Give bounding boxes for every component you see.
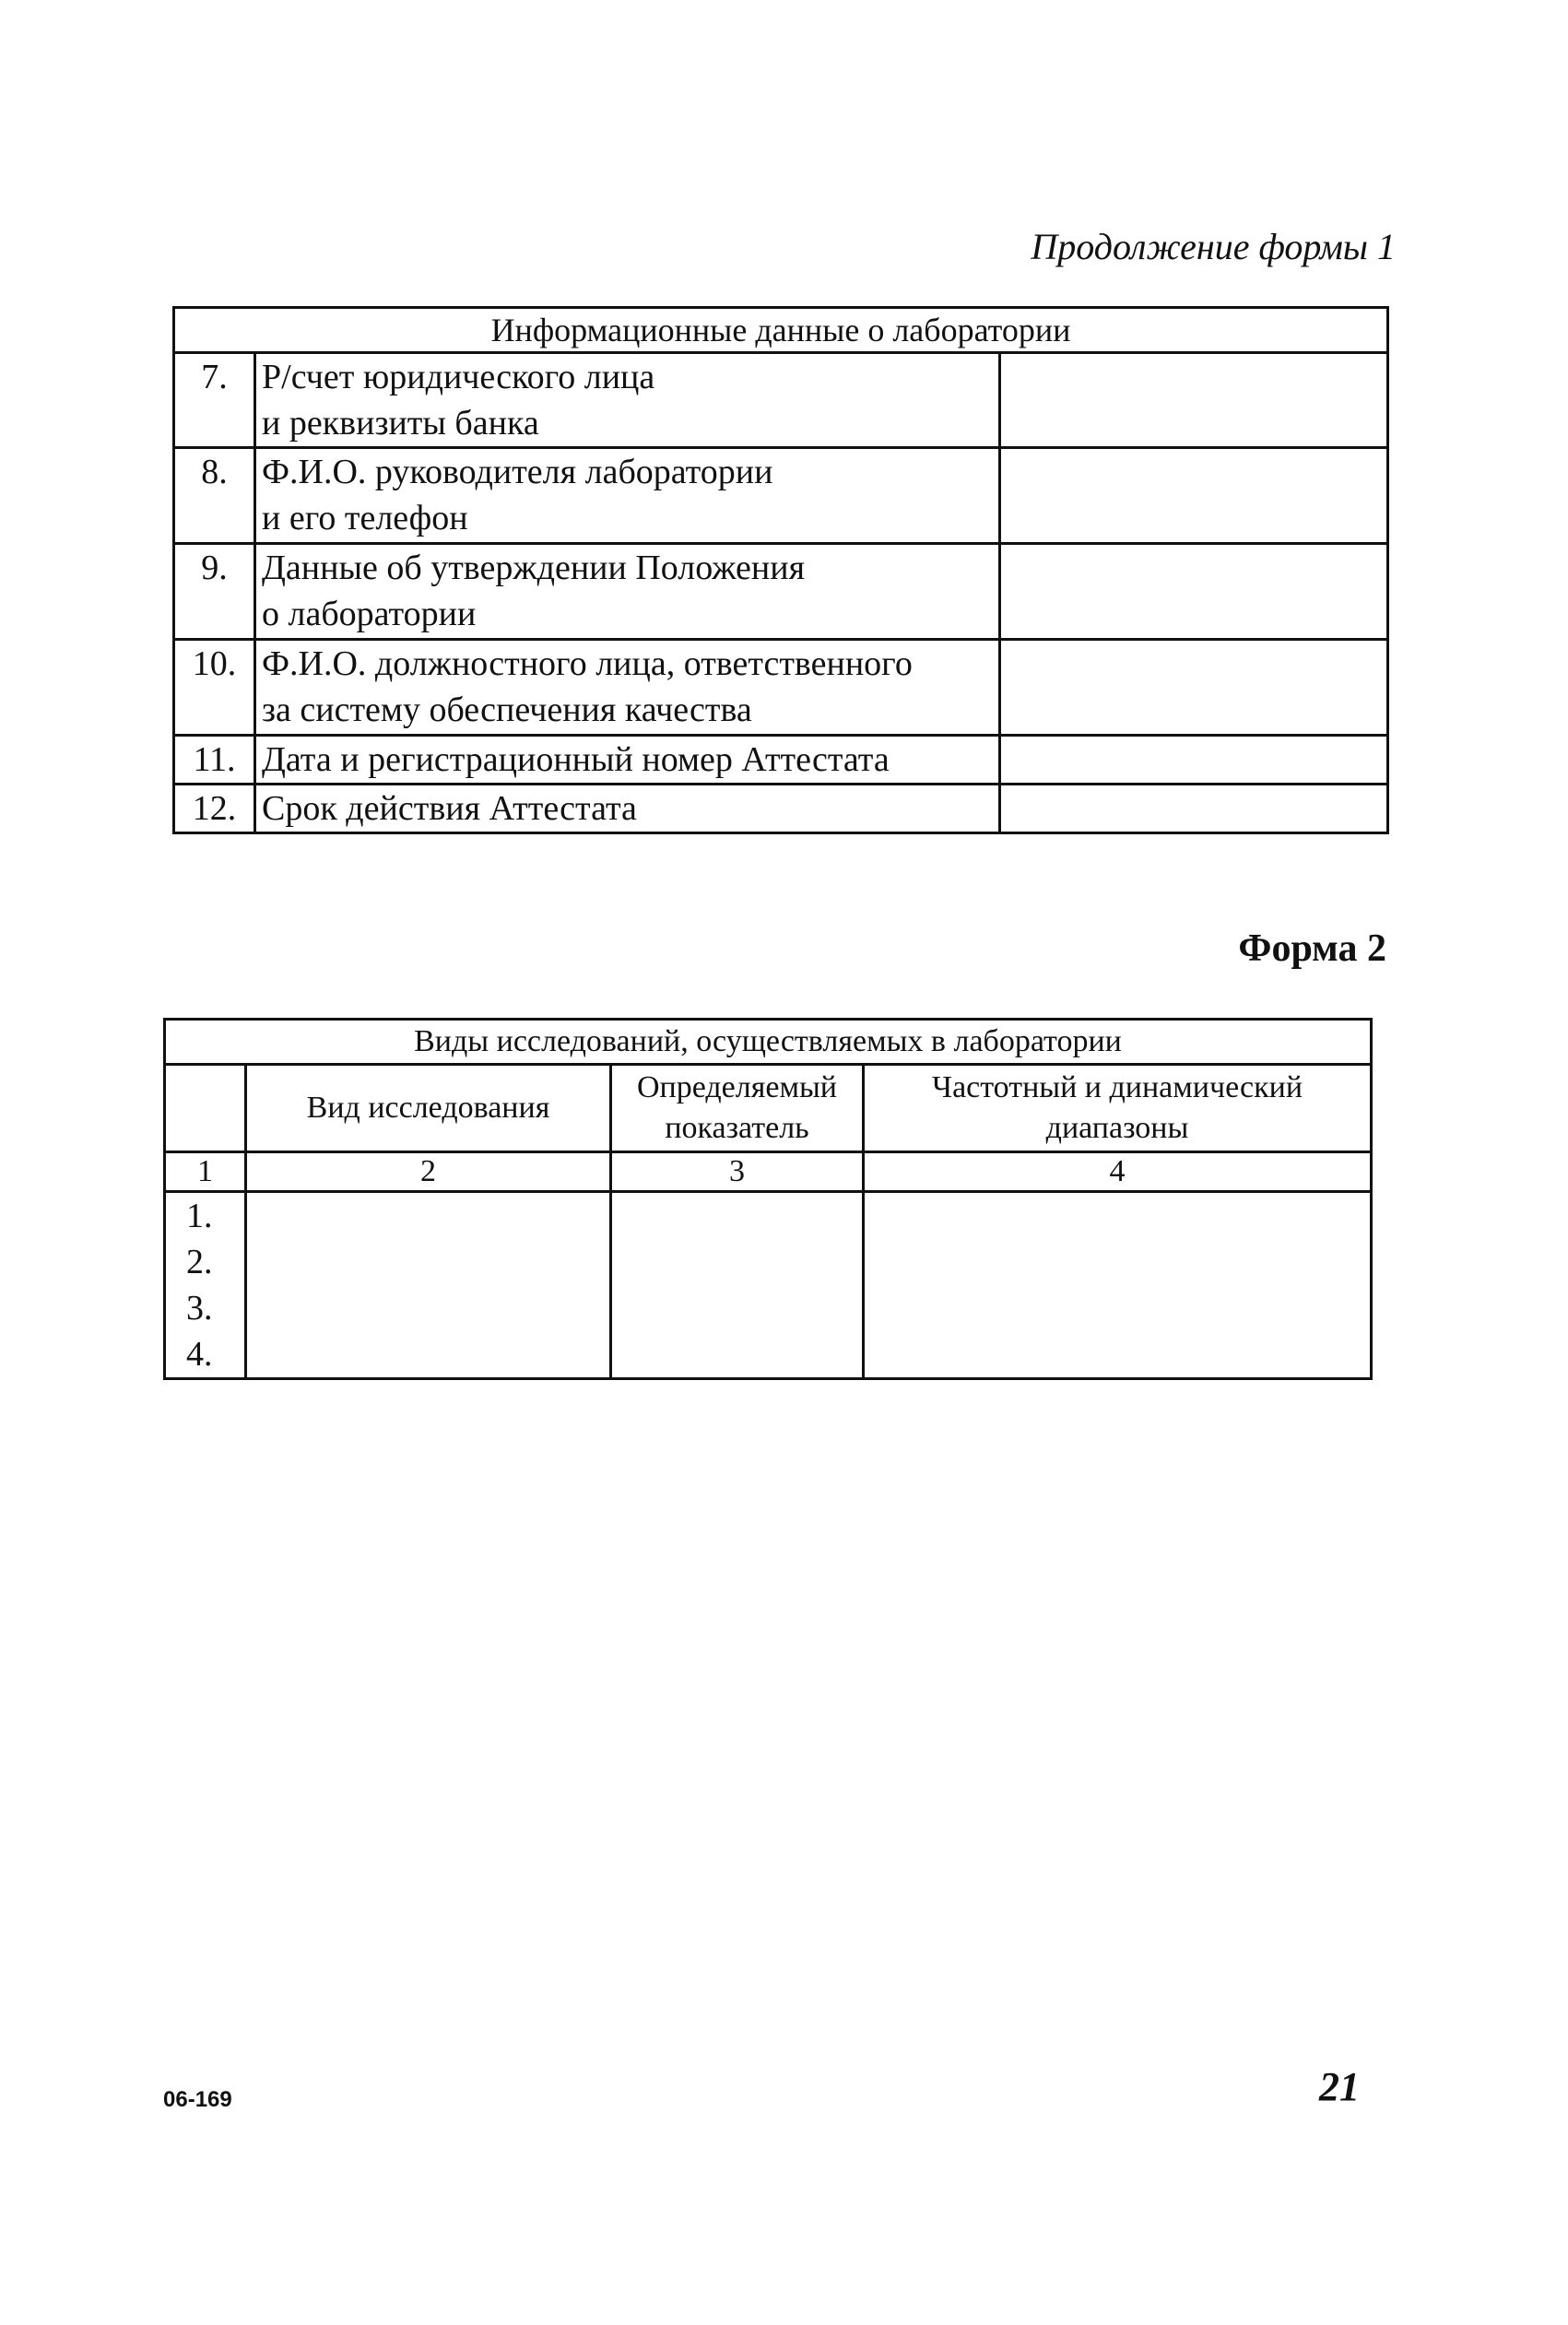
row-number: 8. [174,448,255,544]
research-types-caption: Виды исследований, осуществляемых в лаборатории [165,1020,1372,1065]
row-label [255,544,1000,640]
row-label [255,640,1000,736]
row-number: 1. [186,1197,213,1235]
row-label-line: Ф.И.О. должностного лица, ответственного [262,644,913,683]
row-label [255,353,1000,448]
row-number: 3. [186,1289,213,1328]
row-number: 12. [174,785,255,833]
frequency-range-cell[interactable] [864,1192,1372,1379]
row-label [255,736,1000,785]
header-line: Определяемый [636,1070,838,1104]
page-number: 21 [1319,2064,1360,2109]
column-number: 1 [165,1152,246,1192]
table-row [174,640,1388,736]
row-numbers-cell [165,1192,246,1379]
header-research-type [246,1065,611,1152]
column-number: 3 [611,1152,864,1192]
table-row [174,544,1388,640]
indicator-cell[interactable] [611,1192,864,1379]
header-line: диапазоны [1045,1111,1189,1145]
lab-info-table [172,306,1389,834]
header-line: Вид исследования [306,1091,550,1125]
row-number: 10. [174,640,255,736]
row-number: 7. [174,353,255,448]
header-indicator [611,1065,864,1152]
table-row [165,1192,1372,1379]
row-label-line: и его телефон [262,499,468,537]
row-label-line: за систему обеспечения качества [262,690,752,729]
row-value-cell[interactable] [1000,785,1388,833]
header-cell-blank [165,1065,246,1152]
row-label [255,785,1000,833]
document-code: 06-169 [163,2087,232,2112]
header-line: Частотный и динамический [931,1070,1303,1104]
column-number-row [165,1152,1372,1192]
header-line: показатель [665,1111,809,1145]
table-row [174,785,1388,833]
column-number: 4 [864,1152,1372,1192]
row-label-line: Р/счет юридического лица [262,358,655,396]
row-label-line: Срок действия Аттестата [262,789,637,828]
continuation-header: Продолжение формы 1 [1031,226,1396,267]
research-types-table [163,1018,1373,1380]
row-number: 11. [174,736,255,785]
row-value-cell[interactable] [1000,736,1388,785]
row-label-line: Ф.И.О. руководителя лаборатории [262,453,773,491]
header-frequency-range [864,1065,1372,1152]
row-label-line: Данные об утверждении Положения [262,549,806,587]
table-row [174,448,1388,544]
row-label-line: Дата и регистрационный номер Аттестата [262,740,890,779]
row-value-cell[interactable] [1000,640,1388,736]
research-type-cell[interactable] [246,1192,611,1379]
column-number: 2 [246,1152,611,1192]
lab-info-caption: Информационные данные о лаборатории [174,308,1388,353]
row-value-cell[interactable] [1000,544,1388,640]
row-label-line: и реквизиты банка [262,404,539,443]
row-label [255,448,1000,544]
table-row [174,736,1388,785]
row-number: 2. [186,1243,213,1281]
row-number: 9. [174,544,255,640]
form2-title: Форма 2 [1238,927,1386,970]
table-row [174,353,1388,448]
row-value-cell[interactable] [1000,448,1388,544]
row-value-cell[interactable] [1000,353,1388,448]
row-label-line: о лаборатории [262,595,477,633]
row-number: 4. [186,1335,213,1374]
